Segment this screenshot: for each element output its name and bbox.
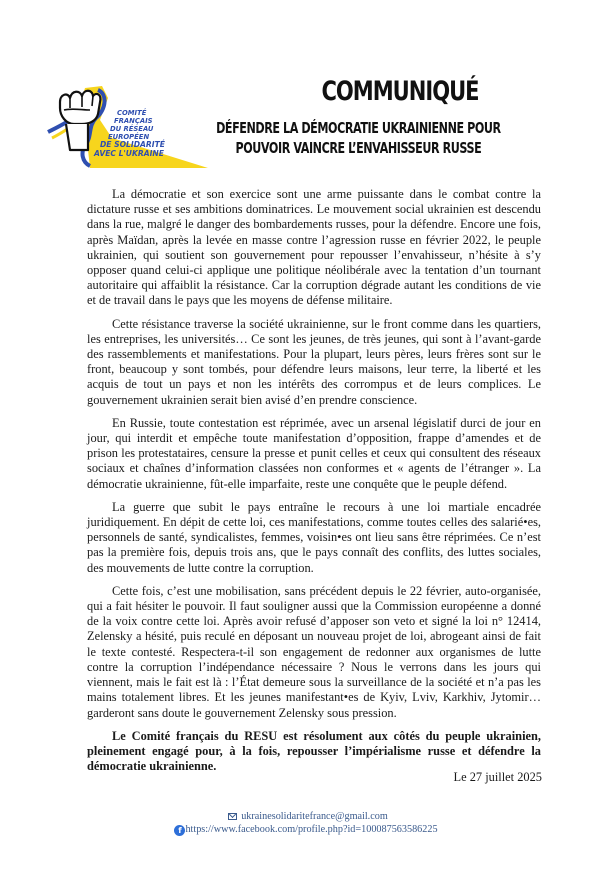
logo-text: [30, 80, 210, 170]
facebook-line: [0, 823, 616, 836]
email-line: [0, 810, 616, 823]
subtitle-line: DÉFENDRE LA DÉMOCRATIE UKRAINIENNE POUR: [216, 119, 501, 137]
communique-body: [87, 187, 541, 782]
logo-line: DE SOLIDARITÉ: [100, 140, 165, 149]
email-link[interactable]: ukrainesolidaritefrance@gmail.com: [241, 811, 388, 822]
facebook-icon: f: [174, 825, 185, 836]
paragraph: En Russie, toute contestation est réprimée, avec un arsenal législatif durci de jour en jour, qui interdit et empêche toute manifestation d’opposition, frappe d’amendes et de prison les protestataires, censure la presse et punit celles et ceux qui consultent des réseaux sociaux et chaînes d’information classées non conformes et « agents de l’étranger ». La démocratie ukrainienne, fût-elle imparfaite, reste une conquête que le peuple défend.: [87, 415, 541, 491]
logo-line: COMITÉ: [117, 109, 147, 117]
footer-contacts: [0, 810, 616, 836]
logo-line: AVEC L'UKRAINE: [94, 149, 164, 158]
subtitle-line: POUVOIR VAINCRE L’ENVAHISSEUR RUSSE: [235, 139, 482, 157]
logo-line: FRANÇAIS: [114, 117, 153, 125]
envelope-icon: [228, 813, 237, 820]
paragraph: La démocratie et son exercice sont une arme puissante dans le combat contre la dictature russe et ses ambitions dominatrices. Le mouvement social ukrainien est descendu dans la rue, malgré le danger des bombardements russes, pour la défendre. Encore une fois, après Maïdan, après la levée en masse contre l’agression russe en février 2022, le peuple ukrainien, qui soutient son gouvernement pour repousser l’envahisseur, n’hésite à s’y opposer quand celui-ci applique une politique néolibérale avec la tentation d’un tournant autoritaire qui affaiblit la résistance. Car la corruption dégrade autant les conditions de vie et de travail dans le pays que les moyens de défense militaire.: [87, 187, 541, 308]
date: Le 27 juillet 2025: [453, 770, 542, 784]
page-subtitle: [200, 118, 517, 158]
resu-logo: [30, 80, 210, 170]
paragraph: Cette résistance traverse la société ukrainienne, sur le front comme dans les quartiers, les entreprises, les universités… Ce sont les jeunes, de très jeunes, qui sont à l’avant-garde des rassemblements et manifestations. Pour la plupart, leurs pères, leurs frères sont sur le front, beaucoup y sont tombés, pour défendre leurs maisons, leur terre, la liberté et les acquis de tout un pays et non les intérêts des corrompus et de leurs complices. Le gouvernement ukrainien serait bien avisé d’en prendre conscience.: [87, 316, 541, 407]
page-title: COMMUNIQUÉ: [321, 76, 479, 107]
logo-line: DU RÉSEAU: [110, 125, 154, 133]
facebook-link[interactable]: https://www.facebook.com/profile.php?id=100087563586225: [185, 824, 438, 835]
conclusion-paragraph: Le Comité français du RESU est résolument aux côtés du peuple ukrainien, pleinement engagé pour, à la fois, repousser l’impérialisme russe et défendre la démocratie ukrainienne.: [87, 728, 541, 774]
paragraph: Cette fois, c’est une mobilisation, sans précédent depuis le 22 février, auto-organisée, qui a fait hésiter le pouvoir. Il faut souligner aussi que la Commission européenne a donné de la voix contre cette loi. Après avoir refusé d’apposer son veto et signé la loi n° 12414, Zelensky a hésité, puis reculé en déposant un nouveau projet de loi, abrogeant ainsi de fait le texte contesté. Respectera-t-il son engagement de redonner aux organismes de lutte contre la corruption l’indépendance nécessaire ? Nous le verrons dans les jours qui viennent, mais le fait est là : l’État demeure sous la surveillance de la société et n’a pas les mains totalement libres. Et les jeunes manifestant•es de Kyiv, Lviv, Karkhiv, Jytomir… garderont sans doute le gouvernement Zelensky sous pression.: [87, 583, 541, 720]
paragraph: La guerre que subit le pays entraîne le recours à une loi martiale encadrée juridiquement. En dépit de cette loi, ces manifestations, comme toutes celles des salarié•es, personnels de santé, syndicalistes, femmes, voisin•es ont lieu sans être réprimées. Ce n’est pas la première fois, depuis trois ans, que le pays connaît des conflits, des luttes sociales, des mouvements de lutte contre la corruption.: [87, 499, 541, 575]
logo-line: EUROPÉEN: [108, 133, 150, 141]
